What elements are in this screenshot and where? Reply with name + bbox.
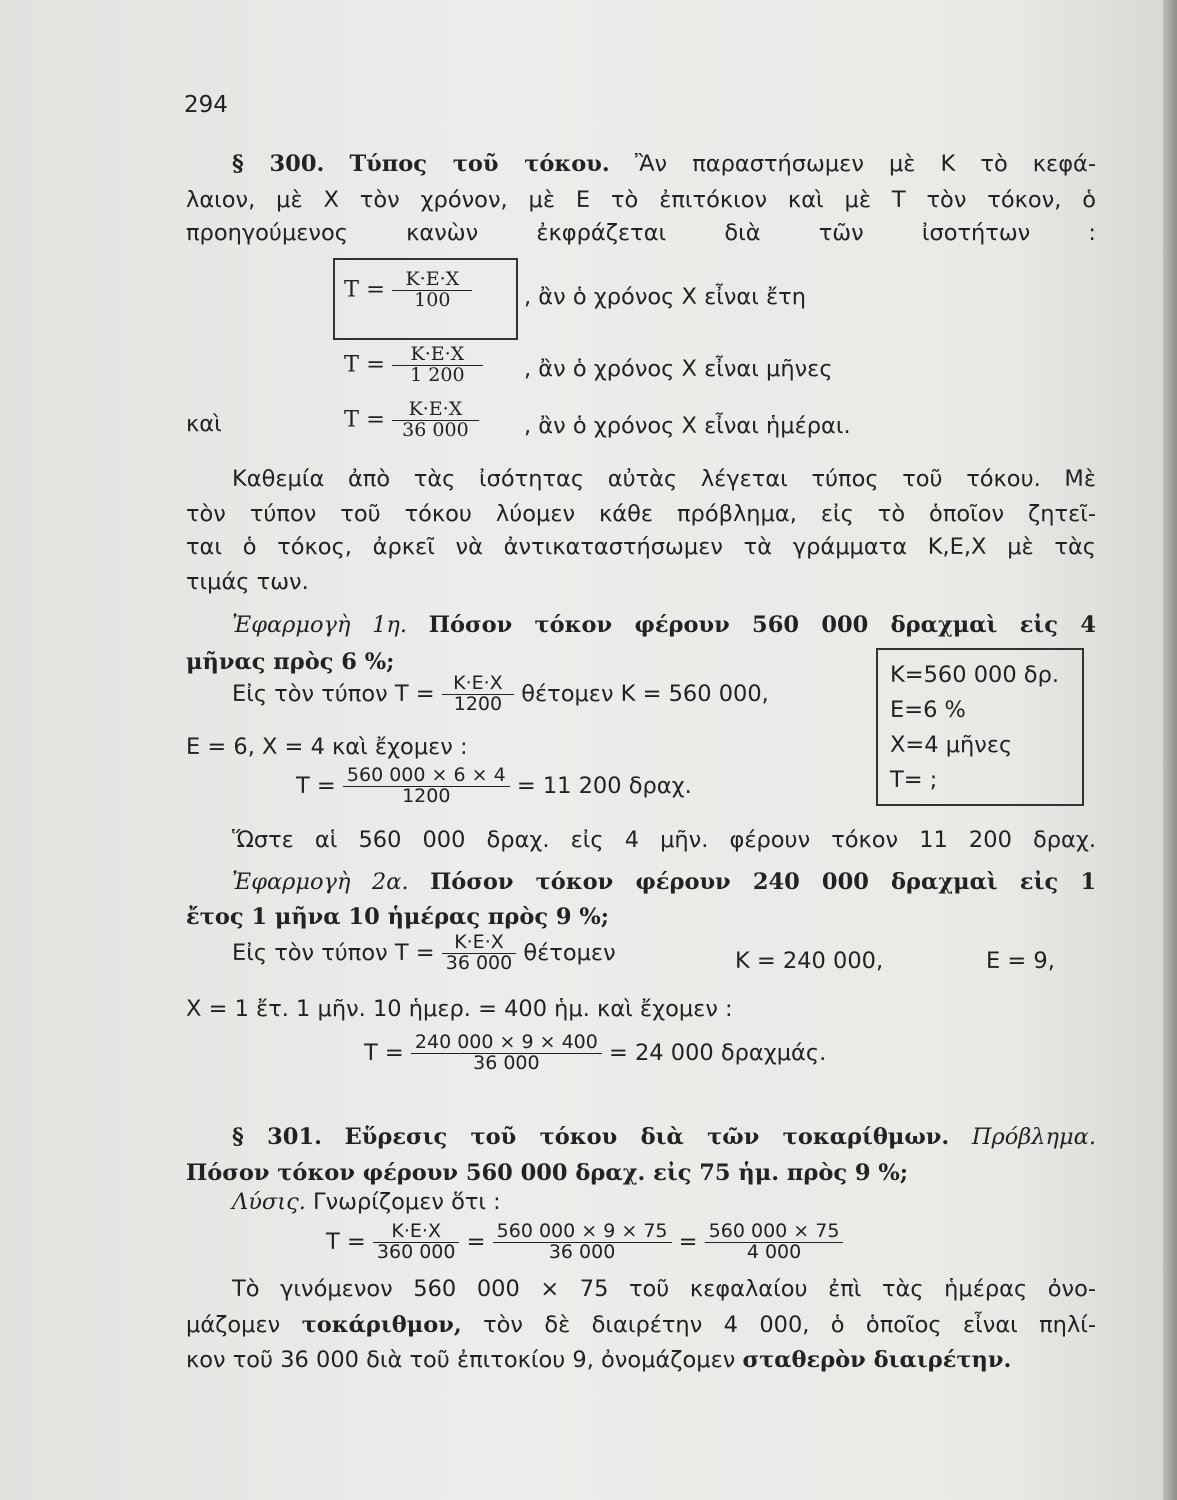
section-title: Τύπος τοῦ τόκου. xyxy=(349,151,610,177)
text: Εἰς τὸν τύπον Τ = xyxy=(232,939,435,966)
section-301-heading xyxy=(232,1123,1096,1151)
fraction xyxy=(705,1222,844,1263)
denominator: 36 000 xyxy=(411,1053,602,1074)
fraction xyxy=(343,766,510,807)
formula-months xyxy=(344,345,483,386)
solution-label: Λύσις. xyxy=(232,1189,306,1215)
section-300-line-1 xyxy=(232,150,1096,178)
section-number: § 300. xyxy=(232,151,325,177)
fraction xyxy=(373,1222,460,1263)
numerator: Κ·Ε·Χ xyxy=(408,398,463,420)
denominator: 1200 xyxy=(343,786,510,807)
example-2-question-line-1 xyxy=(232,868,1096,896)
example-2-rate: Ε = 9, xyxy=(986,948,1055,974)
section-301-question xyxy=(186,1159,908,1187)
fraction xyxy=(442,674,514,715)
example-question: Πόσον τόκον φέρουν 240 000 δραχμαὶ εἰς 1 xyxy=(430,869,1097,895)
fraction xyxy=(392,400,478,441)
given-time: Χ=4 μῆνες xyxy=(890,732,1013,758)
example-2-step-3 xyxy=(364,1033,826,1074)
text: Ἂν παραστήσωμεν μὲ Κ τὸ κεφά- xyxy=(634,151,1097,177)
section-301-line-3 xyxy=(186,1346,1011,1374)
text: Εἰς τὸν τύπον Τ = xyxy=(232,680,435,707)
formula-lhs: Τ = xyxy=(344,351,386,378)
numerator: 560 000 × 6 × 4 xyxy=(346,764,506,786)
section-301-line-1: Τὸ γινόμενον 560 000 × 75 τοῦ κεφαλαίου ἐπὶ τὰς ἡμέρας ὀνο- xyxy=(232,1276,1096,1302)
section-300-line-3: προηγούμενος κανὼν ἐκφράζεται διὰ τῶν ἰσοτήτων : xyxy=(186,220,1096,246)
text: Τ = xyxy=(364,1039,404,1066)
example-label: Ἐφαρμογὴ 1η. xyxy=(232,612,408,638)
example-2-step-2: Χ = 1 ἔτ. 1 μῆν. 10 ἡμερ. = 400 ἡμ. καὶ ἔχομεν : xyxy=(186,996,733,1022)
equals-sign: = xyxy=(678,1228,698,1255)
term-constant-divisor: σταθερὸν διαιρέτην. xyxy=(742,1347,1012,1373)
solution-intro xyxy=(232,1188,501,1216)
example-label: Ἐφαρμογὴ 2α. xyxy=(232,869,409,895)
paragraph-line: τιμάς των. xyxy=(186,569,309,595)
term-tokarithmos: τοκάριθμον, xyxy=(301,1312,462,1338)
numerator: 240 000 × 9 × 400 xyxy=(414,1031,598,1053)
example-1-conclusion: Ὥστε αἱ 560 000 δραχ. εἰς 4 μῆν. φέρουν τόκον 11 200 δραχ. xyxy=(232,827,1096,853)
text: τὸν δὲ διαιρέτην 4 000, ὁ ὁποῖος εἶναι πηλί- xyxy=(483,1312,1096,1338)
paragraph-line: ται ὁ τόκος, ἀρκεῖ νὰ ἀντικαταστήσωμεν τὰ γράμματα Κ,Ε,Χ μὲ τὰς xyxy=(186,534,1096,560)
denominator: 1200 xyxy=(442,694,514,715)
text: κον τοῦ 36 000 διὰ τοῦ ἐπιτοκίου 9, ὀνομάζομεν xyxy=(186,1347,736,1373)
denominator: 36 000 xyxy=(442,953,516,974)
given-capital: Κ=560 000 δρ. xyxy=(890,662,1060,688)
example-2-capital: Κ = 240 000, xyxy=(735,948,884,974)
section-number: § 301. xyxy=(232,1124,322,1150)
text: μάζομεν xyxy=(186,1312,281,1338)
fraction xyxy=(442,933,516,974)
numerator: Κ·Ε·Χ xyxy=(410,343,465,365)
section-301-line-2 xyxy=(186,1311,1096,1339)
numerator: Κ·Ε·Χ xyxy=(453,672,503,694)
example-1-question-line-1 xyxy=(232,611,1096,639)
example-1-step-1 xyxy=(232,674,769,715)
fraction xyxy=(411,1033,602,1074)
fraction xyxy=(392,345,482,386)
example-1-step-2: Ε = 6, Χ = 4 καὶ ἔχομεν : xyxy=(186,734,468,760)
numerator: Κ·Ε·Χ xyxy=(454,931,504,953)
given-unknown: Τ= ; xyxy=(890,767,938,793)
example-1-givens-box xyxy=(876,648,1084,806)
formula-lhs: Τ = xyxy=(344,276,386,303)
denominator: 360 000 xyxy=(373,1242,460,1263)
fraction xyxy=(392,270,472,311)
example-2-question-line-2 xyxy=(186,903,609,931)
text: θέτομεν xyxy=(523,939,616,966)
section-title: Εὕρεσις τοῦ τόκου διὰ τῶν τοκαρίθμων. xyxy=(344,1124,950,1150)
numerator: 560 000 × 75 xyxy=(708,1220,840,1242)
paragraph-line: Καθεμία ἀπὸ τὰς ἰσότητας αὐτὰς λέγεται τύπος τοῦ τόκου. Μὲ xyxy=(232,466,1096,492)
equals-sign: = xyxy=(466,1228,486,1255)
denominator: 100 xyxy=(392,290,472,311)
text: Γνωρίζομεν ὅτι : xyxy=(313,1189,501,1215)
example-1-question-line-2 xyxy=(186,648,394,676)
paragraph-line: τὸν τύπον τοῦ τόκου λύομεν κάθε πρόβλημα, εἰς τὸ ὁποῖον ζητεῖ- xyxy=(186,501,1096,527)
page-edge-shadow xyxy=(1163,0,1177,1500)
text: θέτομεν Κ = 560 000, xyxy=(521,680,769,707)
section-300-line-2: λαιον, μὲ Χ τὸν χρόνον, μὲ Ε τὸ ἐπιτόκιον καὶ μὲ Τ τὸν τόκον, ὁ xyxy=(186,187,1096,213)
denominator: 36 000 xyxy=(493,1242,672,1263)
text: Τ = xyxy=(326,1228,366,1255)
denominator: 1 200 xyxy=(392,365,482,386)
text: = 24 000 δραχμάς. xyxy=(608,1039,827,1066)
numerator: Κ·Ε·Χ xyxy=(391,1220,441,1242)
denominator: 4 000 xyxy=(705,1242,844,1263)
problem-question: Πόσον τόκον φέρουν 560 000 δραχ. εἰς 75 ἡμ. πρὸς 9 %; xyxy=(186,1160,909,1186)
example-question: Πόσον τόκον φέρουν 560 000 δραχμαὶ εἰς 4 xyxy=(428,612,1096,638)
problem-label: Πρόβλημα. xyxy=(971,1124,1096,1150)
formula-years xyxy=(344,270,472,311)
formula-days-condition: , ἂν ὁ χρόνος Χ εἶναι ἡμέραι. xyxy=(524,413,851,439)
example-1-step-3 xyxy=(296,766,692,807)
page-number: 294 xyxy=(184,92,228,118)
formula-years-condition: , ἂν ὁ χρόνος Χ εἶναι ἔτη xyxy=(524,284,806,310)
denominator: 36 000 xyxy=(392,420,478,441)
text: Τ = xyxy=(296,772,336,799)
numerator: 560 000 × 9 × 75 xyxy=(496,1220,668,1242)
example-question: ἔτος 1 μῆνα 10 ἡμέρας πρὸς 9 %; xyxy=(186,904,610,930)
formula-days xyxy=(344,400,479,441)
section-301-formula xyxy=(326,1222,843,1263)
example-question: μῆνας πρὸς 6 %; xyxy=(186,649,395,675)
example-2-step-1 xyxy=(232,933,616,974)
fraction xyxy=(493,1222,672,1263)
formula-days-prefix: καὶ xyxy=(186,411,222,437)
text: = 11 200 δραχ. xyxy=(516,772,692,799)
given-rate: Ε=6 % xyxy=(890,697,966,723)
numerator: Κ·Ε·Χ xyxy=(405,268,460,290)
formula-lhs: Τ = xyxy=(344,406,386,433)
formula-months-condition: , ἂν ὁ χρόνος Χ εἶναι μῆνες xyxy=(524,356,833,382)
